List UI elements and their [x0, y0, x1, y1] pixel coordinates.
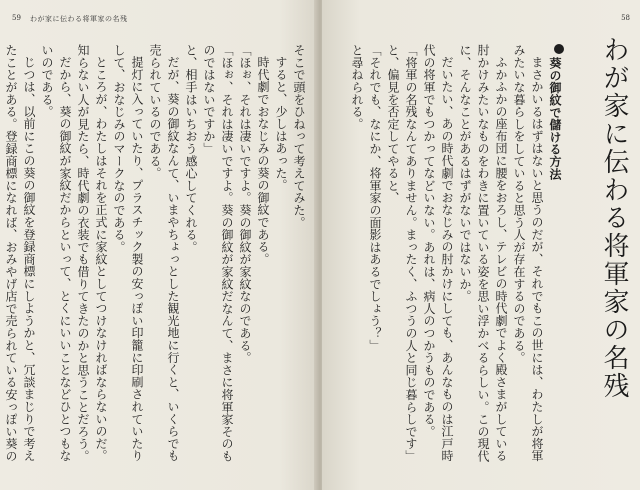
section-heading — [546, 44, 564, 474]
left-page-body — [4, 44, 308, 474]
left-page — [0, 0, 318, 490]
body-paragraph: そこで頭をひねって考えてみた。 — [292, 44, 306, 229]
body-paragraph: だいたい、あの時代劇でおなじみの肘かけにしても、あんなものは江戸時代の将軍でもつかってなどいない。あれは、病人のつかうものである。 — [422, 44, 454, 462]
body-paragraph: 「将軍の名残なんてありません。まったく、ふつうの人と同じ暮らしです」 — [404, 44, 418, 463]
body-paragraph: 提灯に入っていたり、プラスチック製の安っぽい印籠に印刷されていたりして、おなじみのマークなのである。 — [112, 44, 144, 462]
body-paragraph: 「ほぉ、それは凄いですよ。葵の御紋が家紋なのである。 — [238, 44, 252, 364]
right-page-number: 58 — [621, 14, 630, 22]
running-head: わが家に伝わる将軍家の名残 — [30, 15, 128, 23]
body-paragraph: だが、葵の御紋なんて、いまやちょっとした観光地に行くと、いくらでも売られているのである。 — [148, 44, 180, 462]
section-heading-text: 葵の御紋で儲ける方法 — [548, 57, 562, 180]
left-page-number: 59 — [12, 14, 21, 22]
body-paragraph: 時代劇でおなじみの葵の御紋である。 — [256, 56, 270, 266]
body-paragraph: だから、葵の御紋が家紋だからといって、とくにいいことなどひとつもないのである。 — [40, 44, 72, 462]
body-paragraph: すると、少しはあった。 — [274, 56, 288, 192]
body-paragraph: ところが、わたしはそれを正式に家紋としてつけなければならないのだ。知らない人が見たら、時代劇の衣装でも借りてきたのかと思うことだろう。 — [76, 44, 108, 463]
body-paragraph: 「それでも、なにか、将軍家の面影はあるでしょう？」 — [368, 44, 382, 352]
chapter-title: わが家に伝わる将軍家の名残 — [599, 36, 629, 400]
body-paragraph: ふかふかの座布団に腰をおろし、テレビの時代劇でよく殿さまがしている肘かけみたいなものをわきに置いている姿を思い浮かべるらしい。この現代に、そんなことがあるはずがないではないか。 — [458, 44, 508, 463]
bullet-dot-icon — [554, 44, 564, 54]
body-paragraph: と、偏見を否定してやると、 — [386, 44, 400, 204]
body-paragraph: じつは、以前にこの葵の御紋を登録商標にしようかと、冗談まじりで考えたことがある。登録商標になれば、おみやげ店で売られている安っぽい葵の — [4, 44, 36, 463]
body-paragraph: 「ほぉ、それは凄いですよ。葵の御紋が家紋だなんて、まさに将軍家そのものではないですか」 — [202, 44, 234, 463]
body-paragraph: と尋ねられる。 — [350, 44, 364, 131]
body-paragraph: まさかいるはずはないと思うのだが、それでもこの世には、わたしが将軍みたいな暮らしをしていると思う人が存在するのである。 — [512, 44, 544, 462]
body-paragraph: と、相手はいちおう感心してくれる。 — [184, 44, 198, 254]
right-page-body — [336, 44, 564, 474]
right-page — [322, 0, 640, 490]
